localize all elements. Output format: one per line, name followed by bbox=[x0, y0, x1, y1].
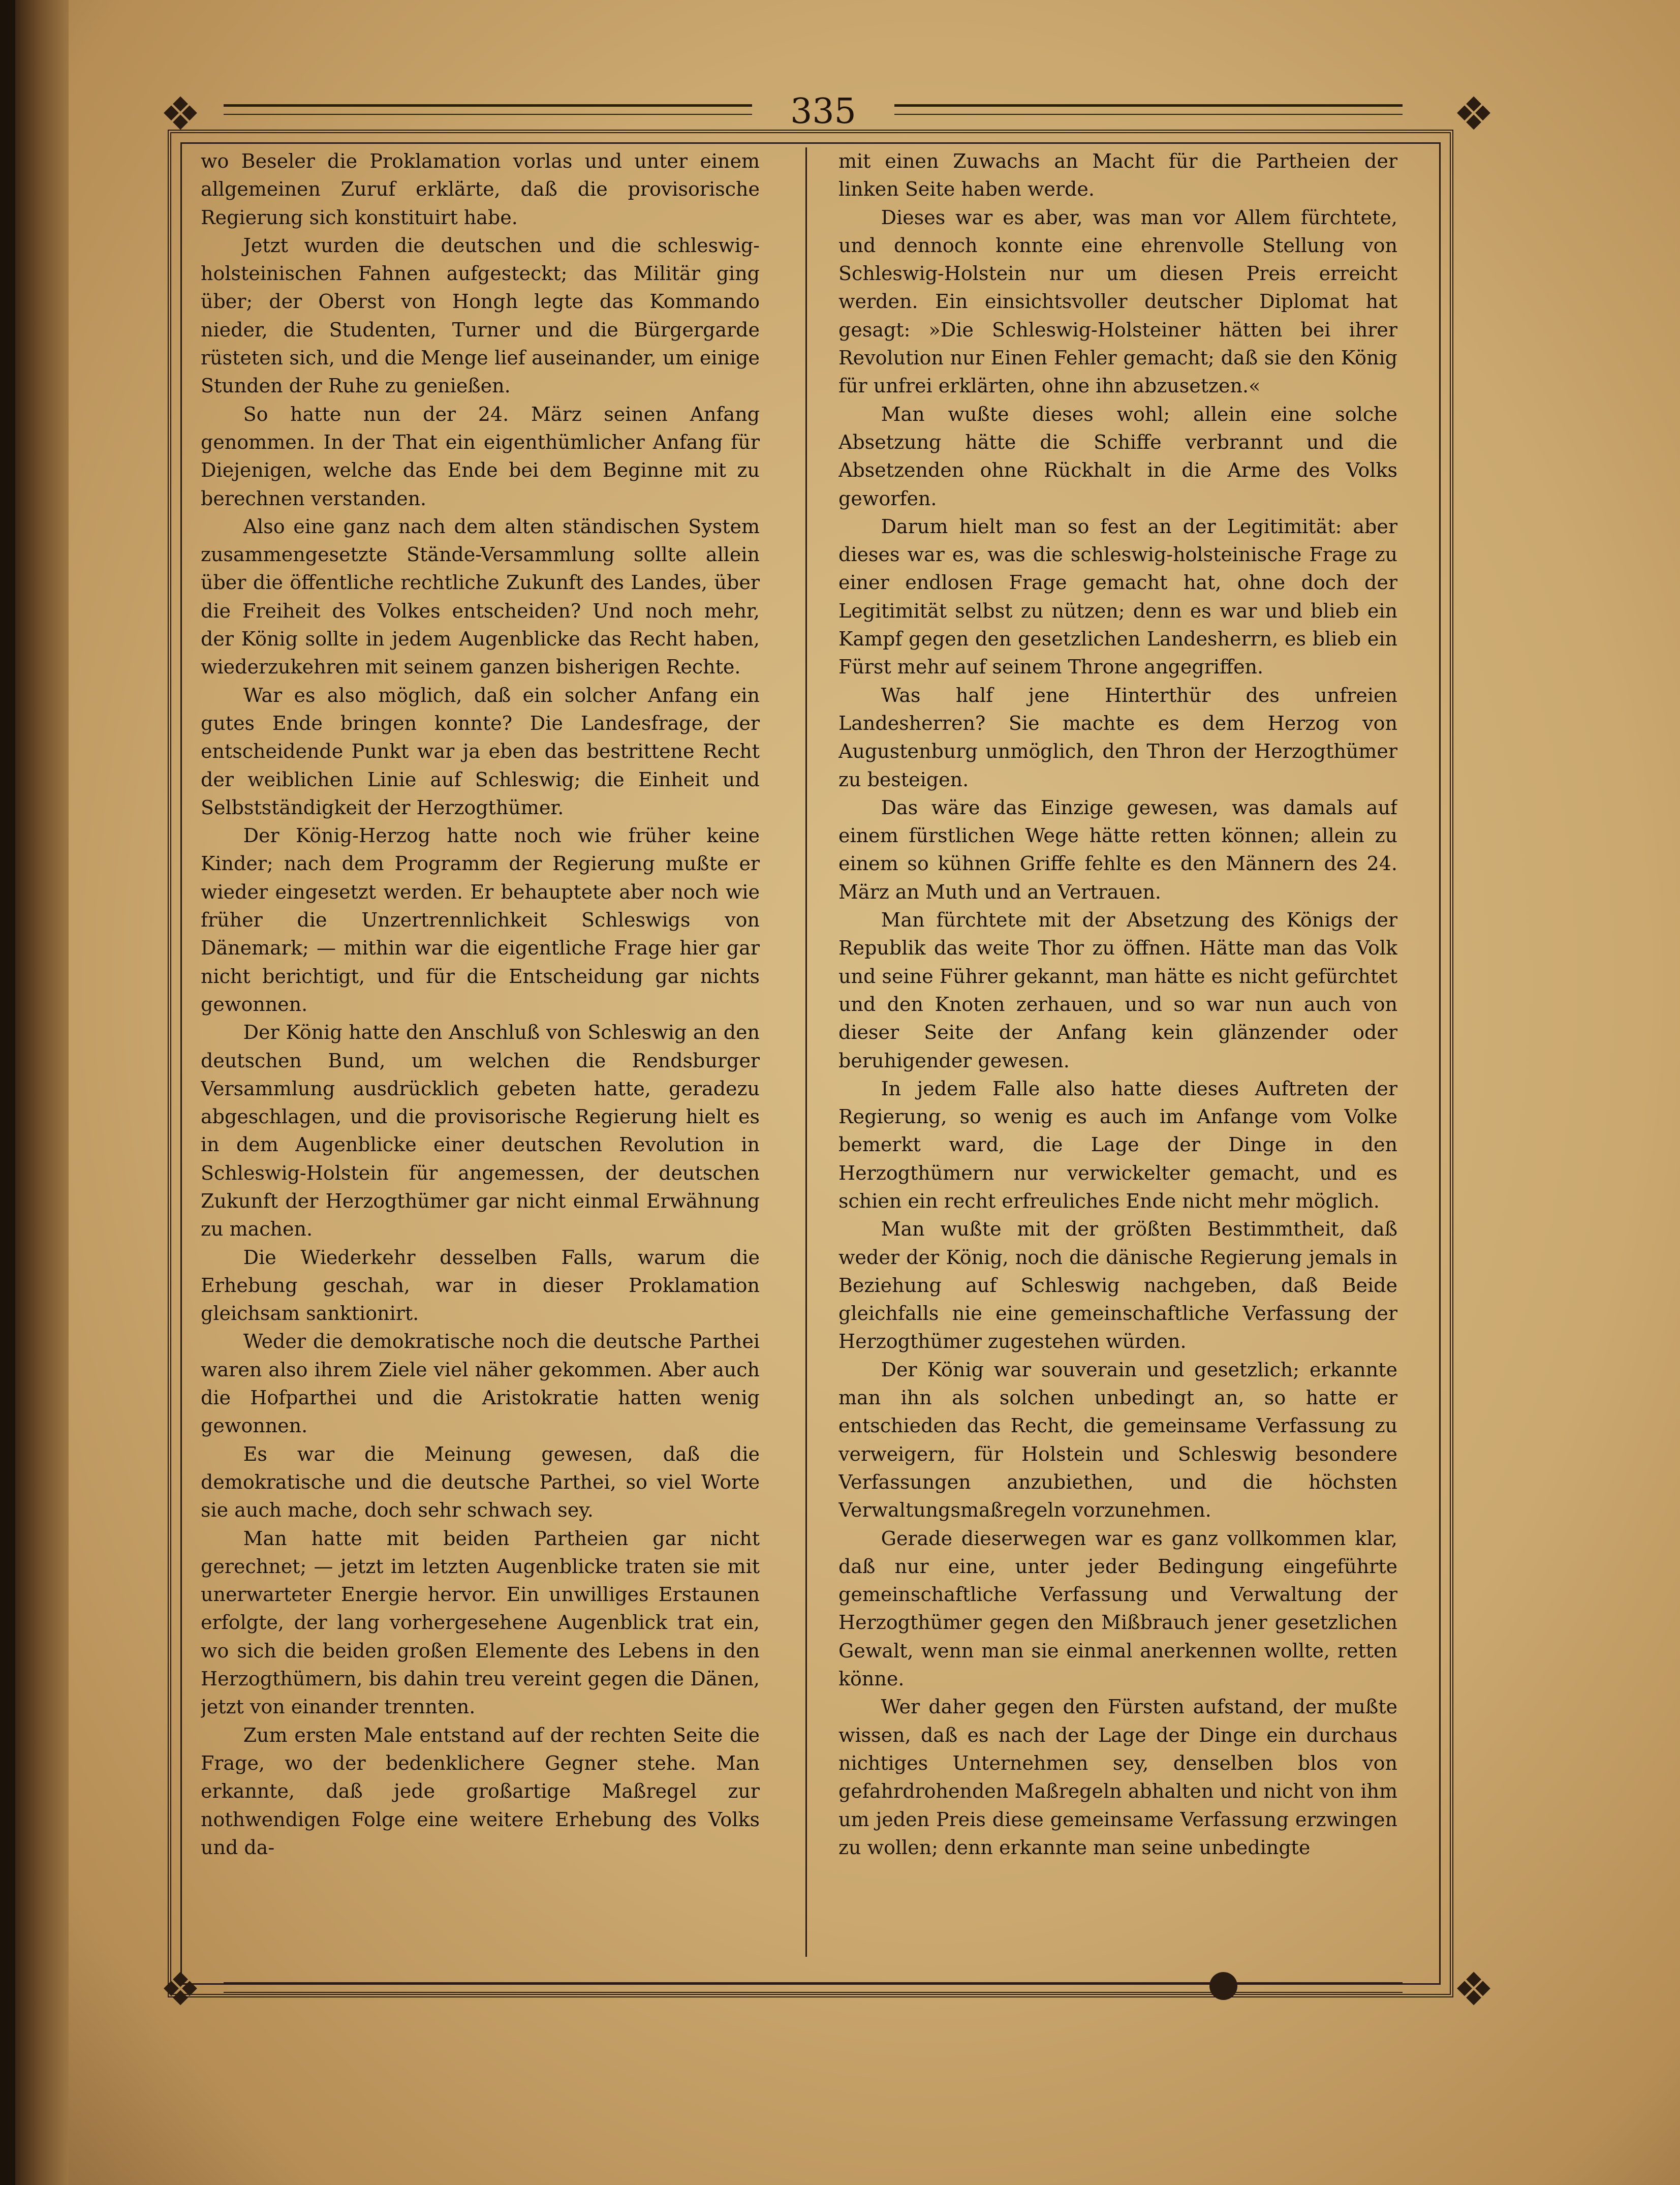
header-rule-left bbox=[224, 104, 752, 115]
corner-ornament-bottom-left-icon: ❖ bbox=[160, 1963, 201, 2016]
paragraph: Jetzt wurden die deutschen und die schleswig-holsteinischen Fahnen aufgesteckt; das Militär ging über; der Oberst von Hongh legte das Kommando nieder, die Studenten, Turner und die Bürgergarde rüsteten sich, und die Menge lief auseinander, um einige Stunden der Ruhe zu genießen. bbox=[201, 234, 760, 397]
paragraph: Gerade dieserwegen war es ganz vollkommen klar, daß nur eine, unter jeder Bedingung eingeführte gemeinschaftliche Verfassung und Verwaltung der Herzogthümer gegen den Mißbrauch jener gesetzlichen Gewalt, wenn man sie einmal anerkennen wollte, retten könne. bbox=[838, 1527, 1397, 1690]
paragraph: wo Beseler die Proklamation vorlas und unter einem allgemeinen Zuruf erklärte, daß die provisorische Regierung sich konstituirt habe. bbox=[201, 150, 760, 229]
paragraph: Man wußte dieses wohl; allein eine solche Absetzung hätte die Schiffe verbrannt und die Absetzenden ohne Rückhalt in die Arme des Volks geworfen. bbox=[838, 403, 1397, 510]
paragraph: Was half jene Hinterthür des unfreien Landesherren? Sie machte es dem Herzog von Augustenburg unmöglich, den Thron der Herzogthümer zu besteigen. bbox=[838, 684, 1397, 791]
paragraph: Der König hatte den Anschluß von Schleswig an den deutschen Bund, um welchen die Rendsburger Versammlung ausdrücklich gebeten hatte, geradezu abgeschlagen, und die provisorische Regierung hielt es in dem Augenblicke einer deutschen Revolution in Schleswig-Holstein für angemessen, der deutschen Zukunft der Herzogthümer gar nicht einmal Erwähnung zu machen. bbox=[201, 1021, 760, 1241]
paragraph: Der König war souverain und gesetzlich; erkannte man ihn als solchen unbedingt an, so hatte er entschieden das Recht, die gemeinsame Verfassung zu verweigern, für Holstein und Schleswig besondere Verfassungen anzubiethen, und die höchsten Verwaltungsmaßregeln vorzunehmen. bbox=[838, 1358, 1397, 1522]
paragraph: Der König-Herzog hatte noch wie früher keine Kinder; nach dem Programm der Regierung mußte er wieder eingesetzt werden. Er behauptete aber noch wie früher die Unzertrennlichkeit Schleswigs von Dänemark; — mithin war die eigentliche Frage hier gar nicht berichtigt, und für die Entscheidung gar nichts gewonnen. bbox=[201, 824, 760, 1015]
paragraph: Dieses war es aber, was man vor Allem fürchtete, und dennoch konnte eine ehrenvolle Stellung von Schleswig-Holstein nur um diesen Preis erreicht werden. Ein einsichtsvoller deutscher Diplomat hat gesagt: »Die Schleswig-Holsteiner hätten bei ihrer Revolution nur Einen Fehler gemacht; daß sie den König für unfrei erklärten, ohne ihn abzusetzen.« bbox=[838, 206, 1397, 397]
paragraph: Man hatte mit beiden Partheien gar nicht gerechnet; — jetzt im letzten Augenblicke traten sie mit unerwarteter Energie hervor. Ein unwilliges Erstaunen erfolgte, der lang vorhergesehene Augenblick trat ein, wo sich die beiden großen Elemente des Lebens in den Herzogthümern, bis dahin treu vereint gegen die Dänen, jetzt von einander trennten. bbox=[201, 1527, 760, 1718]
paragraph: Das wäre das Einzige gewesen, was damals auf einem fürstlichen Wege hätte retten können; allein zu einem so kühnen Griffe fehlte es den Männern des 24. März an Muth und an Vertrauen. bbox=[838, 796, 1397, 903]
corner-ornament-top-right-icon: ❖ bbox=[1453, 87, 1495, 141]
paragraph: Man wußte mit der größten Bestimmtheit, daß weder der König, noch die dänische Regierung jemals in Beziehung auf Schleswig nachgeben, daß Beide gleichfalls nie eine gemeinschaftliche Verfassung der Herzogthümer zugestehen würden. bbox=[838, 1218, 1397, 1353]
paragraph: Darum hielt man so fest an der Legitimität: aber dieses war es, was die schleswig-holsteinische Frage zu einer endlosen Frage gemacht hat, ohne doch der Legitimität selbst zu nützen; denn es war und blieb ein Kampf gegen den gesetzlichen Landesherrn, es blieb ein Fürst mehr auf seinem Throne angegriffen. bbox=[838, 515, 1397, 679]
paragraph: Die Wiederkehr desselben Falls, warum die Erhebung geschah, war in dieser Proklamation gleichsam sanktionirt. bbox=[201, 1246, 760, 1325]
corner-ornament-bottom-right-icon: ❖ bbox=[1453, 1963, 1495, 2016]
left-text-column bbox=[201, 147, 760, 1967]
paragraph: Es war die Meinung gewesen, daß die demokratische und die deutsche Parthei, so viel Worte sie auch mache, doch sehr schwach sey. bbox=[201, 1442, 760, 1522]
paragraph: Zum ersten Male entstand auf der rechten Seite die Frage, wo der bedenklichere Gegner stehe. Man erkannte, daß jede großartige Maßregel zur nothwendigen Folge eine weitere Erhebung des Volks und da- bbox=[201, 1724, 760, 1859]
right-text-column bbox=[838, 147, 1397, 1967]
corner-ornament-top-left-icon: ❖ bbox=[160, 87, 201, 141]
paragraph: Wer daher gegen den Fürsten aufstand, der mußte wissen, daß es nach der Lage der Dinge ein durchaus nichtiges Unternehmen sey, denselben blos von gefahrdrohenden Maßregeln abhalten und nicht von ihm um jeden Preis diese gemeinsame Verfassung erzwingen zu wollen; denn erkannte man seine unbedingte bbox=[838, 1696, 1397, 1859]
book-binding bbox=[15, 0, 69, 2185]
paragraph: In jedem Falle also hatte dieses Auftreten der Regierung, so wenig es auch im Anfange vom Volke bemerkt ward, die Lage der Dinge in den Herzogthümern nur verwickelter gemacht, und es schien ein recht erfreuliches Ende nicht mehr möglich. bbox=[838, 1077, 1397, 1212]
paragraph: Weder die demokratische noch die deutsche Parthei waren also ihrem Ziele viel näher gekommen. Aber auch die Hofparthei und die Aristokratie hatten wenig gewonnen. bbox=[201, 1330, 760, 1437]
paragraph: mit einen Zuwachs an Macht für die Partheien der linken Seite haben werde. bbox=[838, 150, 1397, 201]
header-rule-right bbox=[894, 104, 1403, 115]
paragraph: So hatte nun der 24. März seinen Anfang genommen. In der That ein eigenthümlicher Anfang für Diejenigen, welche das Ende bei dem Beginne mit zu berechnen verstanden. bbox=[201, 403, 760, 510]
paragraph: Also eine ganz nach dem alten ständischen System zusammengesetzte Stände-Versammlung sollte allein über die öffentliche rechtliche Zukunft des Landes, über die Freiheit des Volkes entscheiden? Und noch mehr, der König sollte in jedem Augenblicke das Recht haben, wiederzukehren mit seinem ganzen bisherigen Rechte. bbox=[201, 515, 760, 679]
ink-blot bbox=[1209, 1972, 1237, 2000]
paragraph: Man fürchtete mit der Absetzung des Königs der Republik das weite Thor zu öffnen. Hätte man das Volk und seine Führer gekannt, man hätte es nicht gefürchtet und den Knoten zerhauen, und so war nun auch von dieser Seite der Anfang kein glänzender oder beruhigender gewesen. bbox=[838, 909, 1397, 1072]
paragraph: War es also möglich, daß ein solcher Anfang ein gutes Ende bringen konnte? Die Landesfrage, der entscheidende Punkt war ja eben das bestrittene Recht der weiblichen Linie auf Schleswig; die Einheit und Selbstständigkeit der Herzogthümer. bbox=[201, 684, 760, 819]
column-divider bbox=[805, 147, 807, 1957]
page-number: 335 bbox=[790, 91, 856, 132]
